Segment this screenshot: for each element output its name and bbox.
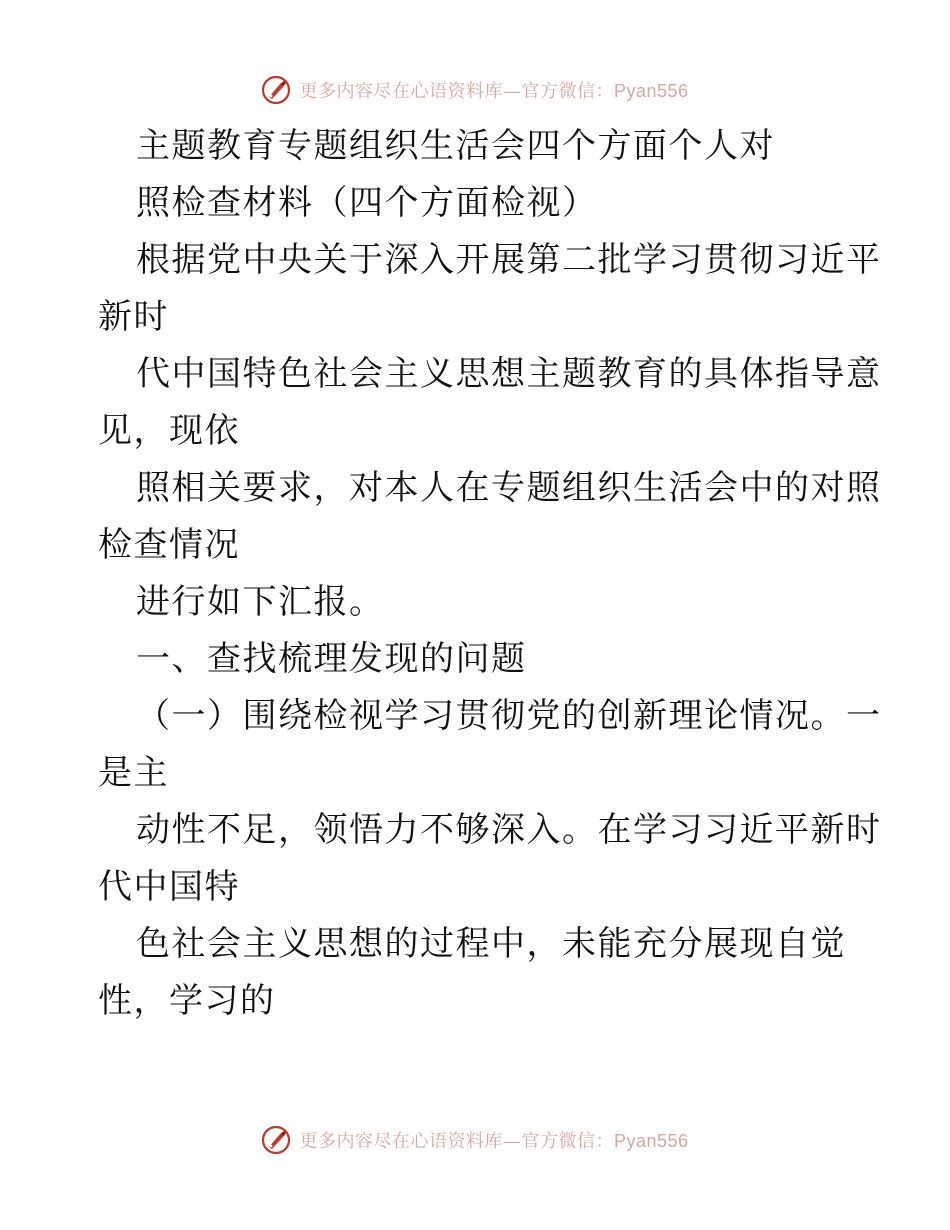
paragraph-line: 代中国特	[98, 867, 240, 907]
paragraph-line: 进行如下汇报。	[136, 582, 385, 622]
paragraph-line: 性，学习的	[98, 981, 276, 1021]
banner-text: 更多内容尽在心语资料库—官方微信：Pyan556	[299, 1131, 689, 1152]
title-line-2: 照检查材料（四个方面检视）	[136, 183, 598, 223]
paragraph-line: 新时	[98, 297, 169, 337]
paragraph-line: 是主	[98, 753, 169, 793]
header-banner	[0, 70, 950, 110]
banner-text: 更多内容尽在心语资料库—官方微信：Pyan556	[299, 81, 689, 102]
paragraph-line: 色社会主义思想的过程中，未能充分展现自觉	[136, 924, 846, 964]
subsection-line: （一）围绕检视学习贯彻党的创新理论情况。一	[136, 696, 882, 736]
section-heading: 一、查找梳理发现的问题	[136, 639, 527, 679]
document-body	[98, 118, 882, 1030]
fountain-pen-icon	[261, 1125, 291, 1155]
wechat-id: Pyan556	[613, 1131, 689, 1151]
title-line-1: 主题教育专题组织生活会四个方面个人对	[136, 126, 775, 166]
paragraph-line: 代中国特色社会主义思想主题教育的具体指导意	[136, 354, 882, 394]
paragraph-line: 根据党中央关于深入开展第二批学习贯彻习近平	[136, 240, 882, 280]
paragraph-line: 动性不足，领悟力不够深入。在学习习近平新时	[136, 810, 882, 850]
paragraph-line: 照相关要求，对本人在专题组织生活会中的对照	[136, 468, 882, 508]
paragraph-line: 见，现依	[98, 411, 240, 451]
fountain-pen-icon	[261, 75, 291, 105]
wechat-id: Pyan556	[613, 81, 689, 101]
footer-banner	[0, 1120, 950, 1160]
paragraph-line: 检查情况	[98, 525, 240, 565]
